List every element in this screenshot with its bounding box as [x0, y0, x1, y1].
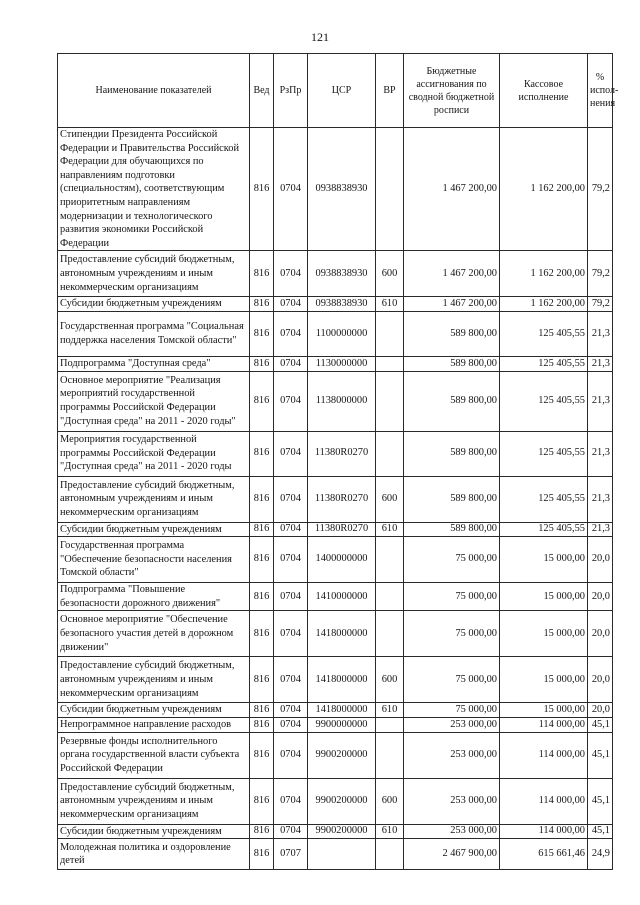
cell-cash: 114 000,00 [500, 717, 588, 732]
cell-ved: 816 [250, 431, 274, 476]
cell-vr [376, 128, 404, 251]
cell-vr: 610 [376, 522, 404, 537]
table-row [58, 717, 613, 732]
cell-pct: 20,0 [588, 703, 613, 718]
table-row [58, 297, 613, 312]
cell-rzpr: 0704 [274, 611, 308, 657]
table-row [58, 431, 613, 476]
cell-pct: 45,1 [588, 732, 613, 778]
cell-pct: 45,1 [588, 778, 613, 824]
cell-csr: 1418000000 [308, 657, 376, 703]
cell-pct: 45,1 [588, 717, 613, 732]
cell-vr: 600 [376, 778, 404, 824]
cell-name: Государственная программа "Социальная поддержка населения Томской области" [58, 311, 250, 356]
table-row [58, 522, 613, 537]
table-row [58, 476, 613, 522]
cell-vr: 600 [376, 476, 404, 522]
cell-vr [376, 356, 404, 371]
cell-budget: 589 800,00 [404, 522, 500, 537]
cell-csr: 9900200000 [308, 824, 376, 839]
cell-budget: 589 800,00 [404, 371, 500, 431]
cell-pct: 24,9 [588, 839, 613, 870]
cell-ved: 816 [250, 311, 274, 356]
cell-name: Стипендии Президента Российской Федерации и Правительства Российской Федерации для обучающихся по направлениям подготовки (специальностям), соответствующим приоритетным направлениям модернизации и технологического развития экономики Российской Федерации [58, 128, 250, 251]
cell-csr: 0938838930 [308, 297, 376, 312]
cell-vr [376, 537, 404, 583]
cell-ved: 816 [250, 583, 274, 611]
cell-rzpr: 0704 [274, 717, 308, 732]
cell-rzpr: 0704 [274, 537, 308, 583]
cell-name: Субсидии бюджетным учреждениям [58, 522, 250, 537]
cell-rzpr: 0704 [274, 371, 308, 431]
cell-rzpr: 0704 [274, 778, 308, 824]
cell-cash: 615 661,46 [500, 839, 588, 870]
cell-rzpr: 0704 [274, 657, 308, 703]
cell-vr [376, 431, 404, 476]
cell-csr: 9900200000 [308, 732, 376, 778]
cell-rzpr: 0704 [274, 476, 308, 522]
cell-pct: 21,3 [588, 476, 613, 522]
cell-pct: 21,3 [588, 371, 613, 431]
header-vr: ВР [376, 54, 404, 128]
cell-pct: 45,1 [588, 824, 613, 839]
cell-cash: 15 000,00 [500, 611, 588, 657]
cell-name: Государственная программа "Обеспечение безопасности населения Томской области" [58, 537, 250, 583]
cell-budget: 253 000,00 [404, 824, 500, 839]
table-header-row [58, 54, 613, 128]
table-row [58, 251, 613, 297]
cell-csr: 1418000000 [308, 611, 376, 657]
cell-rzpr: 0704 [274, 297, 308, 312]
cell-name: Субсидии бюджетным учреждениям [58, 297, 250, 312]
cell-pct: 20,0 [588, 657, 613, 703]
cell-csr: 1400000000 [308, 537, 376, 583]
cell-name: Мероприятия государственной программы Российской Федерации "Доступная среда" на 2011 - 2020 годы [58, 431, 250, 476]
table-row [58, 611, 613, 657]
cell-ved: 816 [250, 824, 274, 839]
cell-budget: 2 467 900,00 [404, 839, 500, 870]
cell-rzpr: 0704 [274, 522, 308, 537]
cell-name: Резервные фонды исполнительного органа государственной власти субъекта Российской Федерации [58, 732, 250, 778]
cell-name: Молодежная политика и оздоровление детей [58, 839, 250, 870]
cell-csr: 1418000000 [308, 703, 376, 718]
cell-rzpr: 0704 [274, 732, 308, 778]
table-row [58, 371, 613, 431]
cell-cash: 15 000,00 [500, 583, 588, 611]
budget-table [57, 53, 619, 870]
header-budget: Бюджетные ассигнования по сводной бюджетной росписи [404, 54, 500, 128]
cell-csr: 1138000000 [308, 371, 376, 431]
cell-ved: 816 [250, 703, 274, 718]
cell-vr: 600 [376, 251, 404, 297]
table-row [58, 583, 613, 611]
cell-rzpr: 0704 [274, 431, 308, 476]
cell-rzpr: 0704 [274, 824, 308, 839]
cell-ved: 816 [250, 778, 274, 824]
cell-csr [308, 839, 376, 870]
cell-cash: 1 162 200,00 [500, 251, 588, 297]
cell-pct: 21,3 [588, 356, 613, 371]
cell-name: Предоставление субсидий бюджетным, автономным учреждениям и иным некоммерческим организациям [58, 657, 250, 703]
cell-pct: 20,0 [588, 537, 613, 583]
cell-ved: 816 [250, 128, 274, 251]
cell-cash: 125 405,55 [500, 522, 588, 537]
table-row [58, 356, 613, 371]
cell-pct: 20,0 [588, 583, 613, 611]
cell-ved: 816 [250, 732, 274, 778]
cell-vr [376, 732, 404, 778]
cell-ved: 816 [250, 476, 274, 522]
cell-name: Основное мероприятие "Реализация мероприятий государственной программы Российской Федерации "Доступная среда" на 2011 - 2020 годы" [58, 371, 250, 431]
cell-rzpr: 0704 [274, 583, 308, 611]
cell-cash: 1 162 200,00 [500, 297, 588, 312]
cell-pct: 20,0 [588, 611, 613, 657]
table-row [58, 657, 613, 703]
cell-ved: 816 [250, 251, 274, 297]
cell-pct: 79,2 [588, 128, 613, 251]
cell-cash: 125 405,55 [500, 371, 588, 431]
table-row [58, 839, 613, 870]
cell-budget: 75 000,00 [404, 703, 500, 718]
cell-cash: 114 000,00 [500, 778, 588, 824]
cell-budget: 75 000,00 [404, 537, 500, 583]
table-row [58, 128, 613, 251]
cell-pct: 79,2 [588, 297, 613, 312]
cell-budget: 253 000,00 [404, 717, 500, 732]
cell-vr [376, 839, 404, 870]
cell-cash: 125 405,55 [500, 311, 588, 356]
cell-budget: 75 000,00 [404, 583, 500, 611]
cell-csr: 11380R0270 [308, 522, 376, 537]
cell-ved: 816 [250, 657, 274, 703]
table-row [58, 778, 613, 824]
cell-budget: 589 800,00 [404, 431, 500, 476]
cell-rzpr: 0704 [274, 703, 308, 718]
cell-vr: 610 [376, 703, 404, 718]
table-row [58, 824, 613, 839]
cell-name: Субсидии бюджетным учреждениям [58, 824, 250, 839]
cell-name: Непрограммное направление расходов [58, 717, 250, 732]
cell-budget: 1 467 200,00 [404, 128, 500, 251]
cell-ved: 816 [250, 371, 274, 431]
cell-cash: 125 405,55 [500, 431, 588, 476]
cell-csr: 0938838930 [308, 128, 376, 251]
header-cash: Кассовое исполнение [500, 54, 588, 128]
cell-vr [376, 611, 404, 657]
cell-cash: 15 000,00 [500, 703, 588, 718]
cell-budget: 589 800,00 [404, 476, 500, 522]
cell-cash: 125 405,55 [500, 476, 588, 522]
cell-csr: 11380R0270 [308, 431, 376, 476]
header-name: Наименование показателей [58, 54, 250, 128]
cell-vr [376, 311, 404, 356]
cell-csr: 1130000000 [308, 356, 376, 371]
cell-pct: 79,2 [588, 251, 613, 297]
cell-budget: 75 000,00 [404, 611, 500, 657]
cell-name: Предоставление субсидий бюджетным, автономным учреждениям и иным некоммерческим организациям [58, 251, 250, 297]
cell-pct: 21,3 [588, 311, 613, 356]
cell-csr: 11380R0270 [308, 476, 376, 522]
cell-cash: 114 000,00 [500, 732, 588, 778]
cell-ved: 816 [250, 839, 274, 870]
cell-ved: 816 [250, 356, 274, 371]
cell-rzpr: 0704 [274, 311, 308, 356]
header-pct: % испол-нения [588, 54, 613, 128]
header-ved: Вед [250, 54, 274, 128]
cell-vr: 610 [376, 824, 404, 839]
cell-name: Предоставление субсидий бюджетным, автономным учреждениям и иным некоммерческим организациям [58, 778, 250, 824]
cell-budget: 253 000,00 [404, 778, 500, 824]
cell-rzpr: 0704 [274, 251, 308, 297]
cell-vr [376, 583, 404, 611]
cell-rzpr: 0707 [274, 839, 308, 870]
cell-budget: 589 800,00 [404, 311, 500, 356]
cell-name: Субсидии бюджетным учреждениям [58, 703, 250, 718]
cell-ved: 816 [250, 522, 274, 537]
cell-name: Основное мероприятие "Обеспечение безопасного участия детей в дорожном движении" [58, 611, 250, 657]
cell-cash: 114 000,00 [500, 824, 588, 839]
cell-csr: 1410000000 [308, 583, 376, 611]
cell-csr: 1100000000 [308, 311, 376, 356]
cell-vr: 600 [376, 657, 404, 703]
cell-ved: 816 [250, 297, 274, 312]
page-number: 121 [311, 30, 329, 44]
cell-budget: 589 800,00 [404, 356, 500, 371]
table-row [58, 537, 613, 583]
cell-budget: 253 000,00 [404, 732, 500, 778]
cell-cash: 1 162 200,00 [500, 128, 588, 251]
cell-vr: 610 [376, 297, 404, 312]
table-row [58, 732, 613, 778]
cell-budget: 1 467 200,00 [404, 297, 500, 312]
table-body [58, 128, 613, 870]
cell-cash: 15 000,00 [500, 657, 588, 703]
header-rzpr: РзПр [274, 54, 308, 128]
cell-pct: 21,3 [588, 522, 613, 537]
cell-name: Подпрограмма "Доступная среда" [58, 356, 250, 371]
cell-rzpr: 0704 [274, 356, 308, 371]
header-csr: ЦСР [308, 54, 376, 128]
cell-ved: 816 [250, 611, 274, 657]
cell-rzpr: 0704 [274, 128, 308, 251]
cell-pct: 21,3 [588, 431, 613, 476]
cell-budget: 1 467 200,00 [404, 251, 500, 297]
cell-vr [376, 371, 404, 431]
cell-vr [376, 717, 404, 732]
cell-ved: 816 [250, 717, 274, 732]
cell-name: Подпрограмма "Повышение безопасности дорожного движения" [58, 583, 250, 611]
cell-name: Предоставление субсидий бюджетным, автономным учреждениям и иным некоммерческим организациям [58, 476, 250, 522]
cell-csr: 9900200000 [308, 778, 376, 824]
cell-cash: 125 405,55 [500, 356, 588, 371]
cell-csr: 9900000000 [308, 717, 376, 732]
cell-ved: 816 [250, 537, 274, 583]
table-row [58, 703, 613, 718]
table-row [58, 311, 613, 356]
cell-csr: 0938838930 [308, 251, 376, 297]
cell-cash: 15 000,00 [500, 537, 588, 583]
cell-budget: 75 000,00 [404, 657, 500, 703]
